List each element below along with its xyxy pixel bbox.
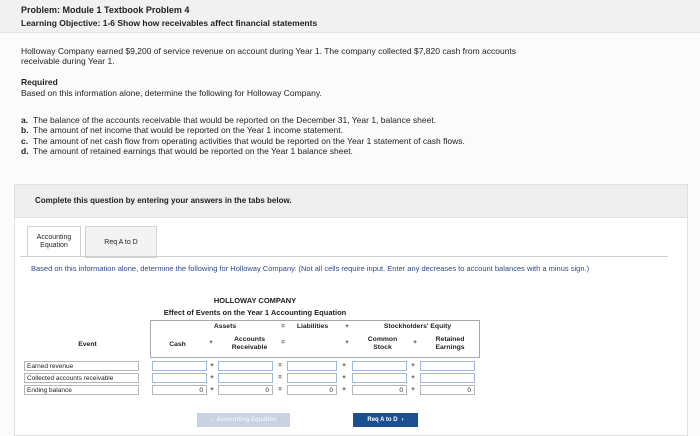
- plus-sign: +: [342, 386, 346, 393]
- complete-banner: [14, 184, 688, 218]
- liabilities-input-collected-ar[interactable]: [287, 373, 337, 383]
- required-item-d: d. The amount of retained earnings that would be reported on the Year 1 balance sheet.: [21, 146, 353, 156]
- plus-sign: +: [342, 374, 346, 381]
- cash-total: 0: [152, 385, 207, 395]
- cash-column-header: Cash: [169, 341, 186, 348]
- liabilities-total: 0: [287, 385, 337, 395]
- problem-header: [0, 0, 700, 33]
- table-subtitle: Effect of Events on the Year 1 Accounting Equation: [163, 308, 347, 317]
- plus-sign: +: [413, 339, 417, 346]
- ar-total: 0: [218, 385, 273, 395]
- row-label-collected-ar: Collected accounts receivable: [24, 373, 139, 383]
- plus-sign: +: [345, 323, 349, 330]
- re-input-earned-revenue[interactable]: [420, 361, 475, 371]
- ar-column-header: Accounts Receivable: [231, 336, 268, 351]
- complete-text: Complete this question by entering your answers in the tabs below.: [35, 196, 292, 205]
- required-heading: Required: [21, 77, 58, 87]
- plus-sign: +: [210, 386, 214, 393]
- required-item-a: a. The balance of the accounts receivable that would be reported on the December 31, Year 1, balance sheet.: [21, 115, 437, 125]
- tab-req-a-to-d[interactable]: Req A to D: [85, 226, 157, 258]
- plus-sign: +: [210, 362, 214, 369]
- required-item-c: c. The amount of net cash flow from operating activities that would be reported on the Year 1 statement of cash flows.: [21, 136, 465, 146]
- plus-sign: +: [411, 374, 415, 381]
- problem-text-line2: receivable during Year 1.: [21, 56, 115, 66]
- equals-sign: =: [281, 323, 285, 330]
- problem-text-line1: Holloway Company earned $9,200 of service revenue on account during Year 1. The company collected $7,820 cash from accounts: [21, 46, 517, 56]
- row-label-ending-balance: Ending balance: [24, 385, 139, 395]
- equals-sign: =: [278, 362, 282, 369]
- ar-input-earned-revenue[interactable]: [218, 361, 273, 371]
- learning-objective: Learning Objective: 1-6 Show how receivables affect financial statements: [21, 18, 318, 28]
- row-label-earned-revenue: Earned revenue: [24, 361, 139, 371]
- retained-earnings-header: Retained Earnings: [435, 336, 465, 351]
- equals-sign: =: [281, 339, 285, 346]
- next-tab-button[interactable]: Req A to D ›: [353, 413, 418, 427]
- tab-accounting-equation[interactable]: Accounting Equation: [27, 226, 81, 257]
- cs-total: 0: [352, 385, 407, 395]
- plus-sign: +: [342, 362, 346, 369]
- cs-input-earned-revenue[interactable]: [352, 361, 407, 371]
- prev-tab-button[interactable]: ‹ Accounting Equation: [197, 413, 290, 427]
- assets-header: Assets: [213, 323, 237, 330]
- chevron-left-icon: ‹: [210, 417, 213, 423]
- equity-header: Stockholders' Equity: [383, 323, 452, 330]
- liabilities-header: Liabilities: [296, 323, 329, 330]
- problem-title: Problem: Module 1 Textbook Problem 4: [21, 5, 190, 15]
- event-column-header: Event: [78, 341, 97, 348]
- plus-sign: +: [210, 374, 214, 381]
- plus-sign: +: [411, 362, 415, 369]
- plus-sign: +: [345, 339, 349, 346]
- cash-input-collected-ar[interactable]: [152, 373, 207, 383]
- equals-sign: =: [278, 386, 282, 393]
- re-input-collected-ar[interactable]: [420, 373, 475, 383]
- cash-input-earned-revenue[interactable]: [152, 361, 207, 371]
- required-intro: Based on this information alone, determine the following for Holloway Company.: [21, 88, 322, 98]
- chevron-right-icon: ›: [401, 417, 404, 423]
- cs-input-collected-ar[interactable]: [352, 373, 407, 383]
- equals-sign: =: [278, 374, 282, 381]
- common-stock-header: Common Stock: [367, 336, 398, 351]
- plus-sign: +: [209, 339, 213, 346]
- ar-input-collected-ar[interactable]: [218, 373, 273, 383]
- instructions: Based on this information alone, determine the following for Holloway Company. (Not all cells require input. Enter any decreases to account balances with a minus sign.): [31, 264, 590, 273]
- required-item-b: b. The amount of net income that would be reported on the Year 1 income statement.: [21, 125, 343, 135]
- tab-divider: [20, 256, 668, 257]
- liabilities-input-earned-revenue[interactable]: [287, 361, 337, 371]
- table-company: HOLLOWAY COMPANY: [213, 296, 297, 305]
- plus-sign: +: [411, 386, 415, 393]
- re-total: 0: [420, 385, 475, 395]
